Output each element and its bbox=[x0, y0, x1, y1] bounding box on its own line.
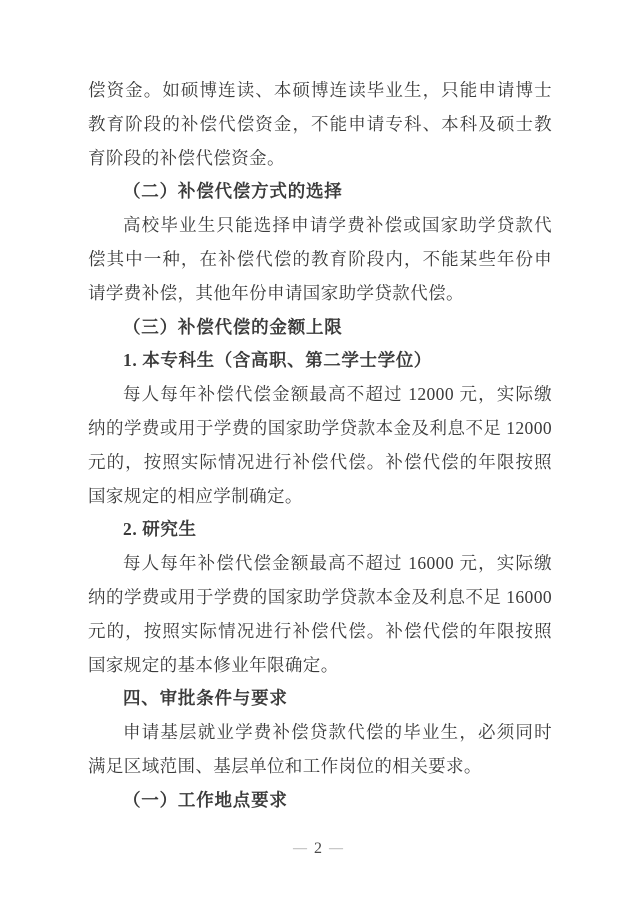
subheading-2: 2. 研究生 bbox=[123, 519, 197, 540]
page-footer bbox=[0, 840, 636, 858]
paragraph-continuation: 偿资金。如硕博连读、本硕博连读毕业生，只能申请博士教育阶段的补偿代偿资金，不能申请专科、本科及硕士教育阶段的补偿代偿资金。 bbox=[88, 80, 552, 168]
document-body bbox=[88, 74, 552, 818]
section-heading-3: （三）补偿代偿的金额上限 bbox=[123, 316, 343, 337]
page-number-dash-left: — bbox=[293, 841, 307, 856]
paragraph: 申请基层就业学费补偿贷款代偿的毕业生，必须同时满足区域范围、基层单位和工作岗位的相关要求。 bbox=[88, 722, 552, 776]
section-heading-1: （一）工作地点要求 bbox=[123, 789, 288, 810]
paragraph: 每人每年补偿代偿金额最高不超过 12000 元，实际缴纳的学费或用于学费的国家助学贷款本金及利息不足 12000 元的，按照实际情况进行补偿代偿。补偿代偿的年限按照国家规定的相应学制确定。 bbox=[88, 384, 552, 506]
paragraph: 高校毕业生只能选择申请学费补偿或国家助学贷款代偿其中一种，在补偿代偿的教育阶段内，不能某些年份申请学费补偿，其他年份申请国家助学贷款代偿。 bbox=[88, 215, 552, 303]
subheading-1: 1. 本专科生（含高职、第二学士学位） bbox=[123, 350, 432, 371]
page-number-dash-right: — bbox=[329, 841, 343, 856]
section-heading-2: （二）补偿代偿方式的选择 bbox=[123, 181, 343, 202]
chapter-heading-4: 四、审批条件与要求 bbox=[123, 688, 288, 709]
paragraph: 每人每年补偿代偿金额最高不超过 16000 元，实际缴纳的学费或用于学费的国家助学贷款本金及利息不足 16000 元的，按照实际情况进行补偿代偿。补偿代偿的年限按照国家规定的基本修业年限确定。 bbox=[88, 553, 552, 675]
page-number: 2 bbox=[314, 840, 322, 857]
